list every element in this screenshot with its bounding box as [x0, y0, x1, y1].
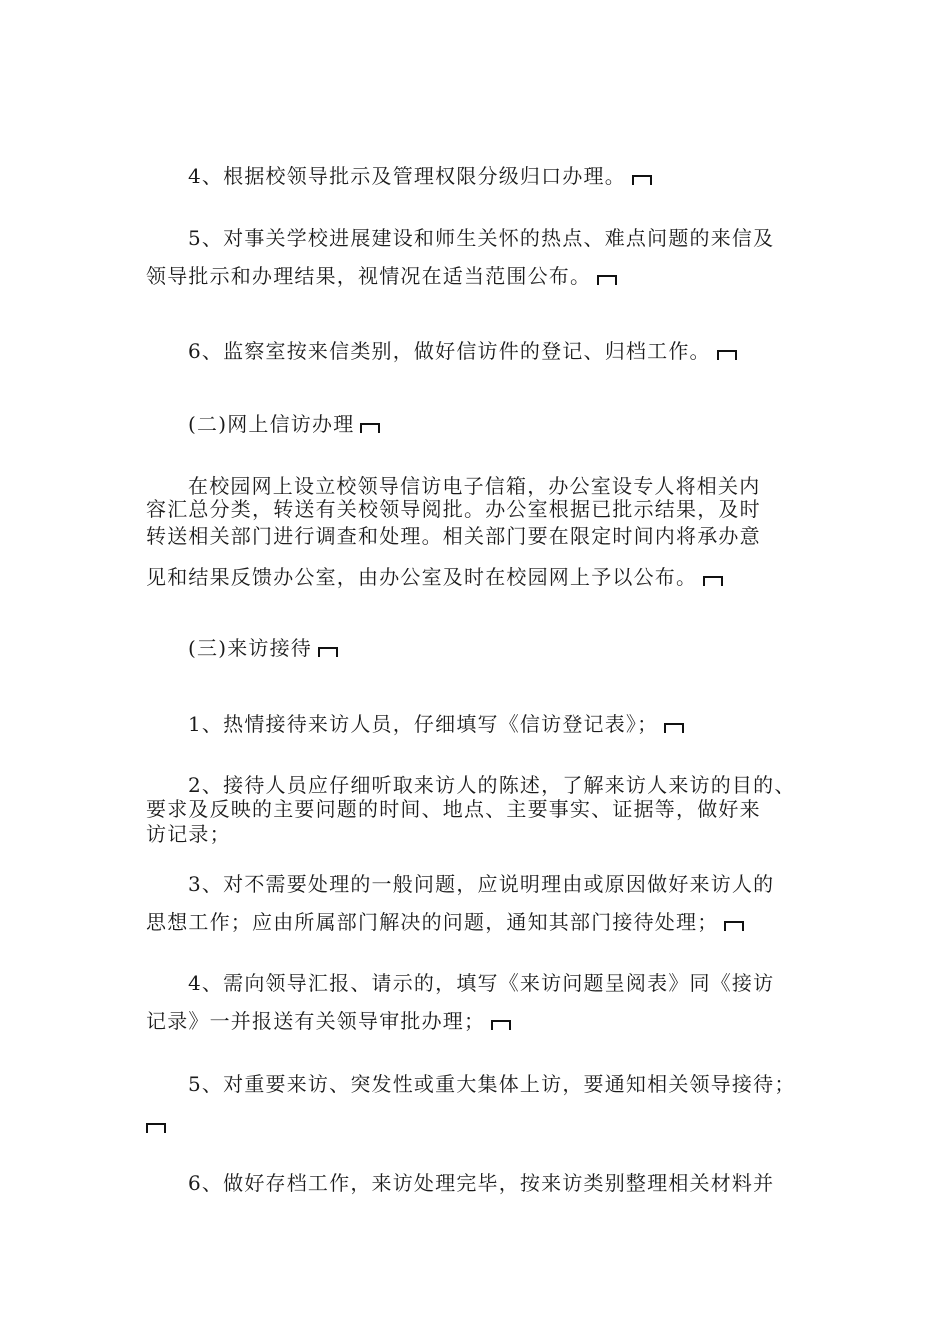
line-text: 1、热情接待来访人员，仔细填写《信访登记表》；: [188, 712, 659, 736]
text-line: [146, 497, 761, 521]
line-text: 5、对重要来访、突发性或重大集体上访，要通知相关领导接待；: [188, 1072, 796, 1096]
line-text: 思想工作；应由所属部门解决的问题，通知其部门接待处理；: [146, 910, 719, 934]
text-line: [188, 226, 774, 250]
paragraph-mark-icon: [703, 576, 723, 586]
line-text: 访记录；: [146, 822, 231, 846]
text-line: [146, 797, 761, 821]
paragraph-mark-icon: [597, 275, 617, 285]
line-text: 6、做好存档工作，来访处理完毕，按来访类别整理相关材料并: [188, 1171, 775, 1195]
text-line: [188, 1171, 774, 1195]
paragraph-mark-icon: [632, 175, 652, 185]
text-line: [146, 264, 617, 288]
paragraph-mark-icon: [360, 423, 380, 433]
text-line: [146, 565, 723, 589]
paragraph-mark-icon: [664, 723, 684, 733]
text-line: [188, 164, 652, 188]
text-line: [146, 1112, 166, 1136]
line-text: 转送相关部门进行调查和处理。相关部门要在限定时间内将承办意: [146, 524, 761, 548]
line-text: 4、根据校领导批示及管理权限分级归口办理。: [188, 164, 626, 188]
paragraph-mark-icon: [146, 1123, 166, 1133]
line-text: 领导批示和办理结果，视情况在适当范围公布。: [146, 264, 592, 288]
section-heading: [188, 412, 380, 436]
line-text: (二)网上信访办理: [188, 412, 355, 436]
text-line: [188, 474, 760, 498]
line-text: 在校园网上设立校领导信访电子信箱，办公室设专人将相关内: [188, 474, 761, 498]
text-line: [146, 910, 744, 934]
line-text: 5、对事关学校进展建设和师生关怀的热点、难点问题的来信及: [188, 226, 775, 250]
text-line: [188, 872, 774, 896]
text-line: [146, 524, 761, 548]
text-line: [188, 1072, 796, 1096]
line-text: 2、接待人员应仔细听取来访人的陈述，了解来访人来访的目的、: [188, 773, 796, 797]
line-text: 3、对不需要处理的一般问题，应说明理由或原因做好来访人的: [188, 872, 775, 896]
paragraph-mark-icon: [717, 350, 737, 360]
line-text: 记录》一并报送有关领导审批办理；: [146, 1009, 486, 1033]
line-text: 6、监察室按来信类别，做好信访件的登记、归档工作。: [188, 339, 711, 363]
text-line: [146, 1009, 511, 1033]
section-heading: [188, 636, 338, 660]
text-line: [188, 339, 737, 363]
line-text: 见和结果反馈办公室，由办公室及时在校园网上予以公布。: [146, 565, 698, 589]
paragraph-mark-icon: [318, 647, 338, 657]
paragraph-mark-icon: [724, 921, 744, 931]
text-line: [188, 971, 774, 995]
text-line: [188, 773, 796, 797]
text-line: [188, 712, 684, 736]
line-text: 要求及反映的主要问题的时间、地点、主要事实、证据等，做好来: [146, 797, 761, 821]
line-text: 4、需向领导汇报、请示的，填写《来访问题呈阅表》同《接访: [188, 971, 775, 995]
line-text: (三)来访接待: [188, 636, 313, 660]
paragraph-mark-icon: [491, 1020, 511, 1030]
line-text: 容汇总分类，转送有关校领导阅批。办公室根据已批示结果，及时: [146, 497, 761, 521]
text-line: [146, 822, 231, 846]
